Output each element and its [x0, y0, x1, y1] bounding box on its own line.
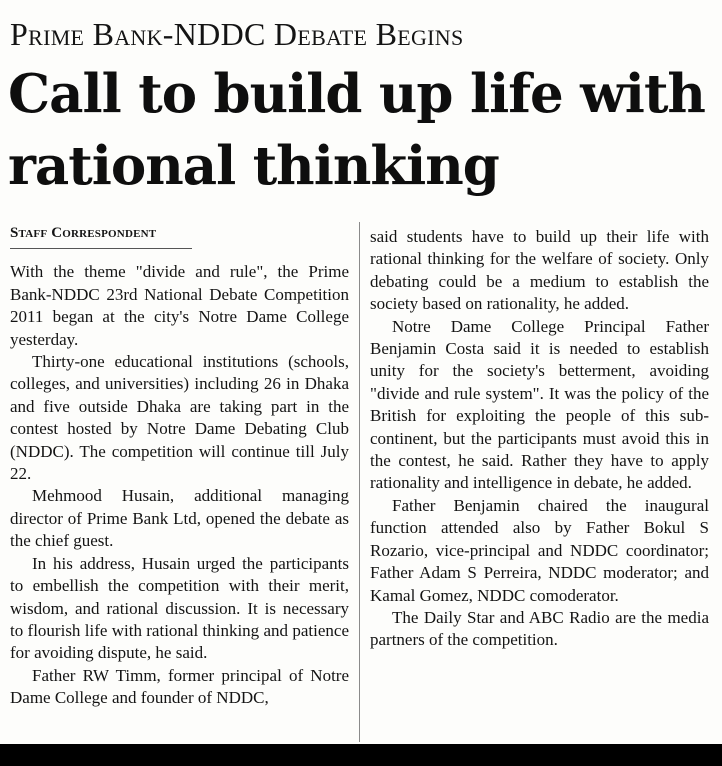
paragraph: said students have to build up their life with rational thinking for the welfare of society. Only debating could be a medium to establish the society based on rationality, he added. — [370, 227, 709, 314]
paragraph: In his address, Husain urged the participants to embellish the competition with their merit, wisdom, and rational discussion. It is necessary to flourish life with rational thinking and patience for avoiding dispute, he said. — [10, 553, 349, 663]
column-divider — [359, 222, 360, 742]
article-kicker: Prime Bank-NDDC Debate Begins — [10, 16, 464, 52]
headline-line-1: Call to build up life with — [8, 63, 705, 125]
article-headline — [8, 58, 720, 202]
paragraph: Thirty-one educational institutions (schools, colleges, and universities) including 26 in Dhaka and five outside Dhaka are taking part in the contest hosted by Notre Dame Debating Club (NDDC). The competition will continue till July 22. — [10, 352, 349, 484]
headline-line-2: rational thinking — [8, 135, 499, 197]
article-column-right — [370, 226, 709, 652]
bottom-border — [0, 744, 722, 766]
paragraph: Father Benjamin chaired the inaugural function attended also by Father Bokul S Rozario, vice-principal and NDDC coordinator; Father Adam S Perreira, NDDC moderator; and Kamal Gomez, NDDC comoderator. — [370, 495, 709, 605]
paragraph: Father RW Timm, former principal of Notre Dame College and founder of NDDC, — [10, 665, 349, 708]
paragraph: With the theme "divide and rule", the Prime Bank-NDDC 23rd National Debate Competition 2011 began at the city's Notre Dame College yesterday. — [10, 262, 349, 349]
paragraph: The Daily Star and ABC Radio are the media partners of the competition. — [370, 607, 709, 650]
paragraph: Mehmood Husain, additional managing director of Prime Bank Ltd, opened the debate as the chief guest. — [10, 486, 349, 551]
article-column-left — [10, 222, 349, 710]
paragraph: Notre Dame College Principal Father Benjamin Costa said it is needed to establish unity for the society's betterment, avoiding "divide and rule system". It was the policy of the British for exploiting the people of this sub-continent, but the participants must avoid this in the contest, he said. Rather they have to apply rationality and intelligence in debate, he added. — [370, 316, 709, 493]
byline: Staff Correspondent — [10, 222, 192, 249]
